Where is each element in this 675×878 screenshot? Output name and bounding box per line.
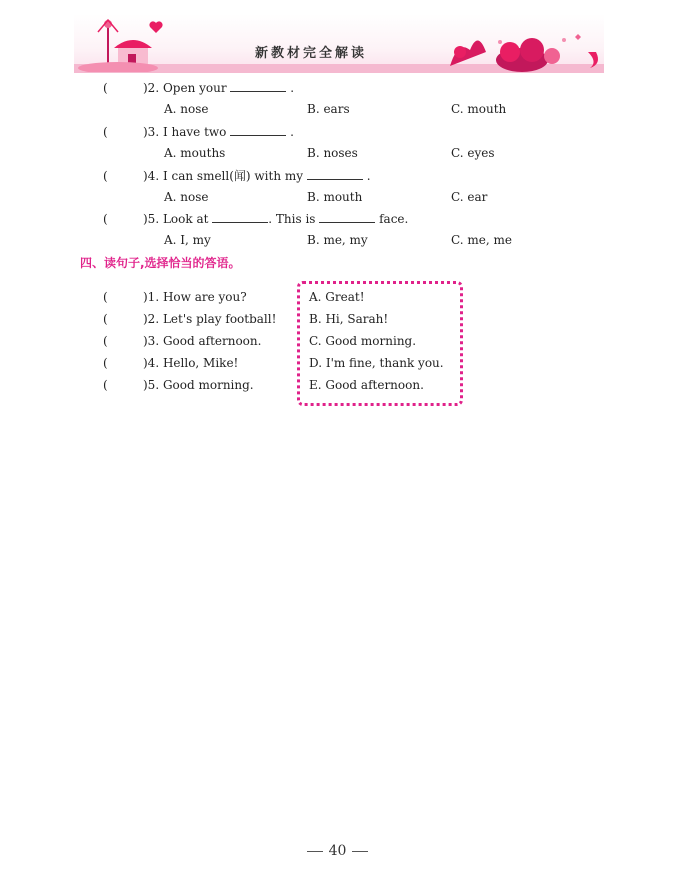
answer-paren[interactable]: ( bbox=[103, 169, 108, 183]
answer-blank[interactable] bbox=[230, 123, 286, 136]
option-c: C. ear bbox=[451, 190, 488, 204]
answer-paren[interactable]: ( bbox=[103, 334, 108, 348]
section-title: 四、读句子,选择恰当的答语。 bbox=[80, 256, 241, 270]
answer-blank[interactable] bbox=[319, 210, 375, 223]
question-line bbox=[103, 210, 408, 226]
question-end: face. bbox=[379, 212, 409, 226]
answer-option: C. Good morning. bbox=[309, 334, 417, 348]
question-text: )2. Let's play football! bbox=[143, 312, 277, 326]
option-a: A. nose bbox=[164, 190, 209, 204]
heart-icon bbox=[148, 20, 164, 34]
question-text: )5. Look at bbox=[143, 212, 209, 226]
question-end: . bbox=[366, 169, 371, 183]
answer-paren[interactable]: ( bbox=[103, 125, 108, 139]
dash-right bbox=[352, 851, 368, 852]
header-title: 新教材完全解读 bbox=[255, 46, 368, 61]
option-a: A. nose bbox=[164, 102, 209, 116]
answer-paren[interactable]: ( bbox=[103, 356, 108, 370]
match-question bbox=[103, 311, 276, 327]
question-text: )4. I can smell(闻) with my bbox=[143, 169, 304, 183]
question-end: . bbox=[290, 125, 294, 139]
match-question bbox=[103, 377, 254, 393]
dash-left bbox=[307, 851, 323, 852]
question-line bbox=[103, 123, 294, 139]
answer-paren[interactable]: ( bbox=[103, 212, 108, 226]
option-b: B. noses bbox=[307, 146, 358, 160]
question-line bbox=[103, 167, 371, 183]
match-question bbox=[103, 333, 261, 349]
question-line bbox=[103, 79, 294, 95]
question-text: )1. How are you? bbox=[143, 290, 247, 304]
question-text: )2. Open your bbox=[143, 81, 227, 95]
option-c: C. mouth bbox=[451, 102, 507, 116]
answer-option: D. I'm fine, thank you. bbox=[309, 356, 444, 370]
answer-blank[interactable] bbox=[230, 79, 286, 92]
option-a: A. I, my bbox=[164, 233, 211, 247]
answer-paren[interactable]: ( bbox=[103, 290, 108, 304]
answer-paren[interactable]: ( bbox=[103, 312, 108, 326]
answer-blank[interactable] bbox=[307, 167, 363, 180]
match-question bbox=[103, 355, 238, 371]
page-number-text: 40 bbox=[328, 843, 347, 859]
answer-paren[interactable]: ( bbox=[103, 81, 108, 95]
answer-option: A. Great! bbox=[309, 290, 365, 304]
question-text: )5. Good morning. bbox=[143, 378, 254, 392]
flower-icon bbox=[440, 22, 605, 72]
option-c: C. eyes bbox=[451, 146, 495, 160]
option-b: B. ears bbox=[307, 102, 350, 116]
page-number bbox=[0, 843, 675, 859]
answer-blank[interactable] bbox=[212, 210, 268, 223]
option-c: C. me, me bbox=[451, 233, 512, 247]
option-b: B. mouth bbox=[307, 190, 363, 204]
answer-paren[interactable]: ( bbox=[103, 378, 108, 392]
match-question bbox=[103, 289, 247, 305]
option-b: B. me, my bbox=[307, 233, 368, 247]
question-middle: . This is bbox=[268, 212, 316, 226]
question-text: )3. I have two bbox=[143, 125, 227, 139]
answer-option: E. Good afternoon. bbox=[309, 378, 424, 392]
option-a: A. mouths bbox=[164, 146, 226, 160]
answer-option: B. Hi, Sarah! bbox=[309, 312, 389, 326]
question-text: )3. Good afternoon. bbox=[143, 334, 262, 348]
question-end: . bbox=[290, 81, 295, 95]
question-text: )4. Hello, Mike! bbox=[143, 356, 239, 370]
